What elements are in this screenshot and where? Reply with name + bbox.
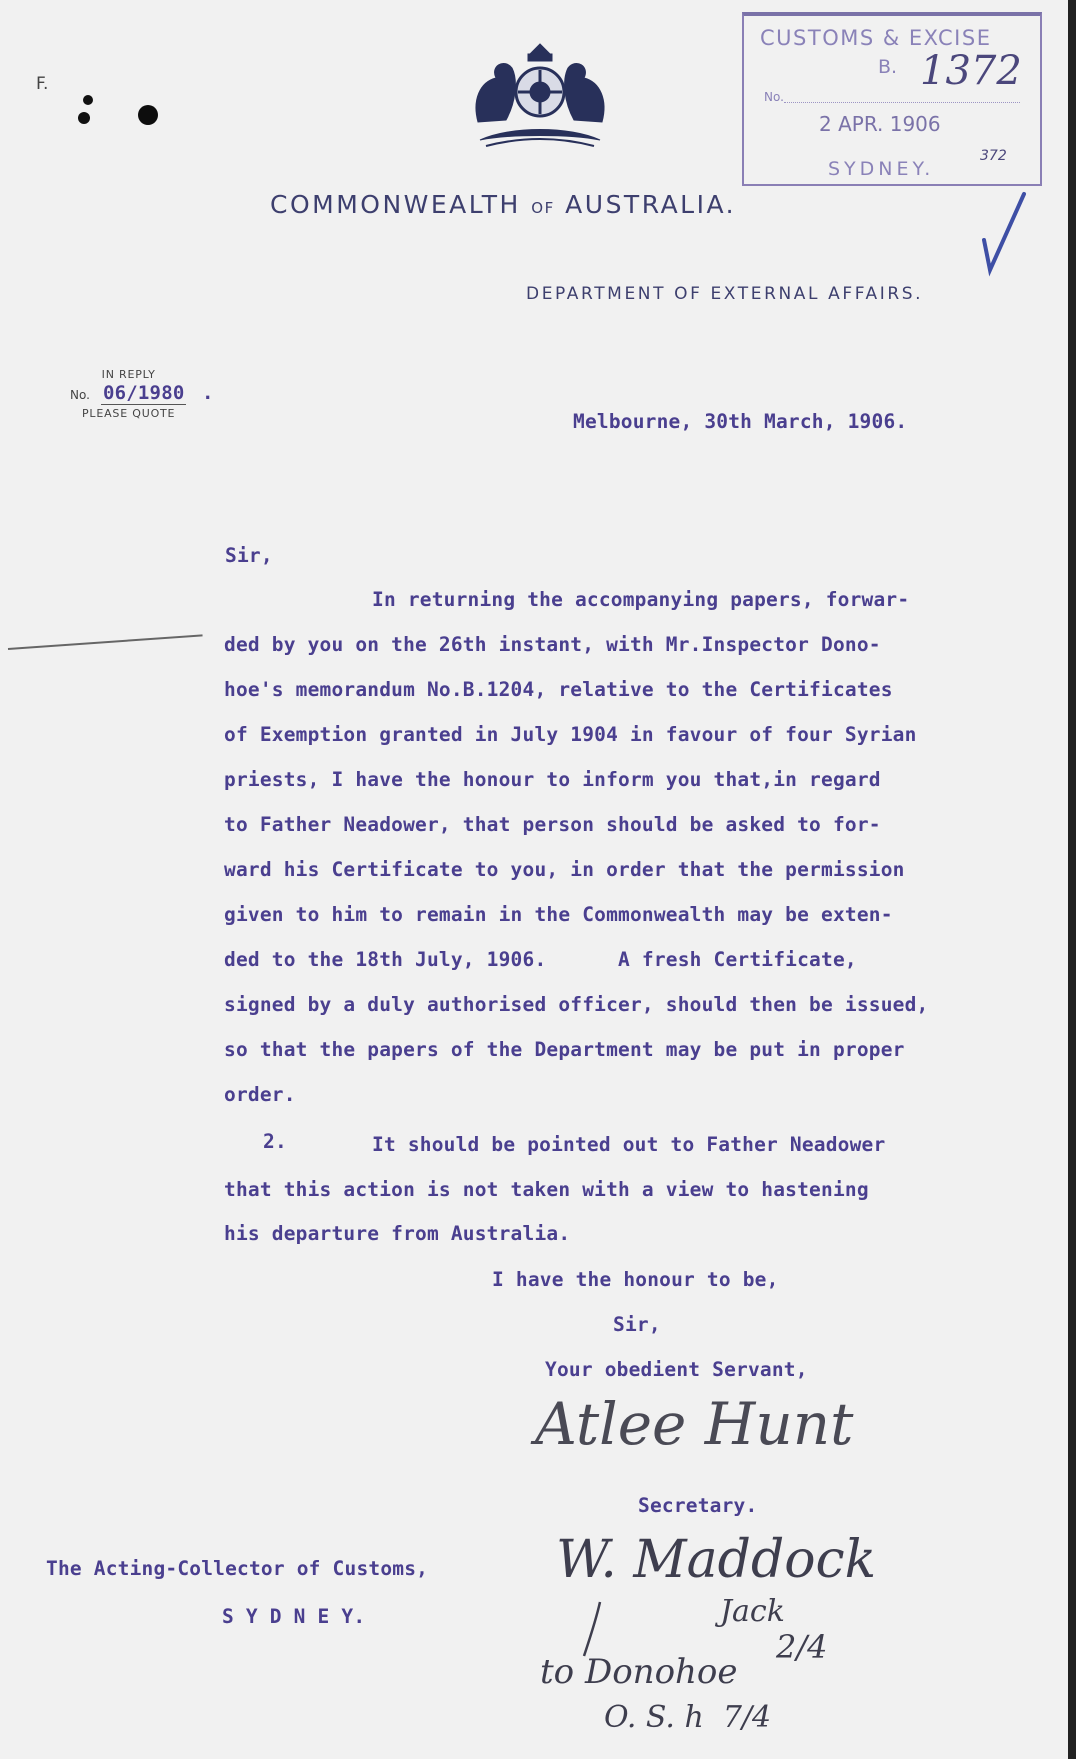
paragraph-1-line: ded by you on the 26th instant, with Mr.Inspector Dono- [224,633,881,656]
handwritten-date: 2/4 [776,1628,828,1666]
ink-blot-marks [66,90,176,138]
reply-quote-label: IN REPLY PLEASE QUOTE [82,368,176,420]
handwritten-stroke [578,1600,608,1660]
stamp-number: 1372 [920,48,1022,94]
stamp-letter: B. [878,56,898,78]
reference-period: . [202,382,214,404]
signatory-title: Secretary. [638,1494,758,1517]
letter-date: Melbourne, 30th March, 1906. [573,410,908,433]
handwritten-signature: W. Maddock [556,1530,877,1590]
stamp-date: 2 APR. 1906 [819,112,941,136]
paragraph-1-line: so that the papers of the Department may be put in proper [224,1038,905,1061]
stamp-no-label: No. [764,90,784,104]
stamp-heading: CUSTOMS & EXCISE [760,26,992,50]
paragraph-2-number: 2. [263,1130,287,1153]
secretary-signature: Atlee Hunt [535,1390,854,1458]
paragraph-1-line: signed by a duly authorised officer, should then be issued, [224,993,929,1016]
handwritten-note: O. S. h 7/4 [604,1700,772,1735]
closing-line: I have the honour to be, [492,1268,779,1291]
stamp-rule [784,102,1020,103]
paragraph-2-line: that this action is not taken with a view to hastening [224,1178,869,1201]
customs-stamp [742,12,1042,186]
letterhead-title: COMMONWEALTH OF AUSTRALIA. [270,190,737,219]
margin-mark: F. [36,74,49,94]
addressee-line: The Acting-Collector of Customs, [46,1557,429,1580]
paragraph-1-line: ward his Certificate to you, in order that the permission [224,858,905,881]
paragraph-2-line: his departure from Australia. [224,1222,571,1245]
check-mark-icon [980,190,1030,280]
paragraph-2-line: It should be pointed out to Father Neadower [372,1133,886,1156]
reference-no-label: No. [70,388,90,402]
addressee-city: S Y D N E Y. [222,1605,366,1628]
reference-number: 06/1980 [103,382,185,404]
salutation: Sir, [225,544,273,567]
department-heading: DEPARTMENT OF EXTERNAL AFFAIRS. [526,284,924,304]
paragraph-1-line: of Exemption granted in July 1904 in favour of four Syrian [224,723,917,746]
scan-edge [1068,0,1076,1759]
paragraph-1-line: order. [224,1083,296,1106]
paragraph-1-line: hoe's memorandum No.B.1204, relative to the Certificates [224,678,893,701]
paragraph-1-line: given to him to remain in the Commonwealth may be exten- [224,903,893,926]
coat-of-arms-icon [460,40,620,156]
stamp-city: SYDNEY. [828,158,935,180]
paragraph-1-line: ded to the 18th July, 1906. A fresh Certificate, [224,948,857,971]
margin-rule [8,634,203,650]
letterhead-title-of: OF [531,199,555,217]
paragraph-1-line: In returning the accompanying papers, forwar- [372,588,910,611]
closing-line: Your obedient Servant, [545,1358,808,1381]
paragraph-1-line: to Father Neadower, that person should be asked to for- [224,813,881,836]
handwritten-note: to Donohoe [540,1652,738,1692]
paragraph-1-line: priests, I have the honour to inform you that,in regard [224,768,881,791]
stamp-annotation: 372 [980,148,1007,164]
closing-line: Sir, [613,1313,661,1336]
handwritten-initials: Jack [720,1594,785,1629]
